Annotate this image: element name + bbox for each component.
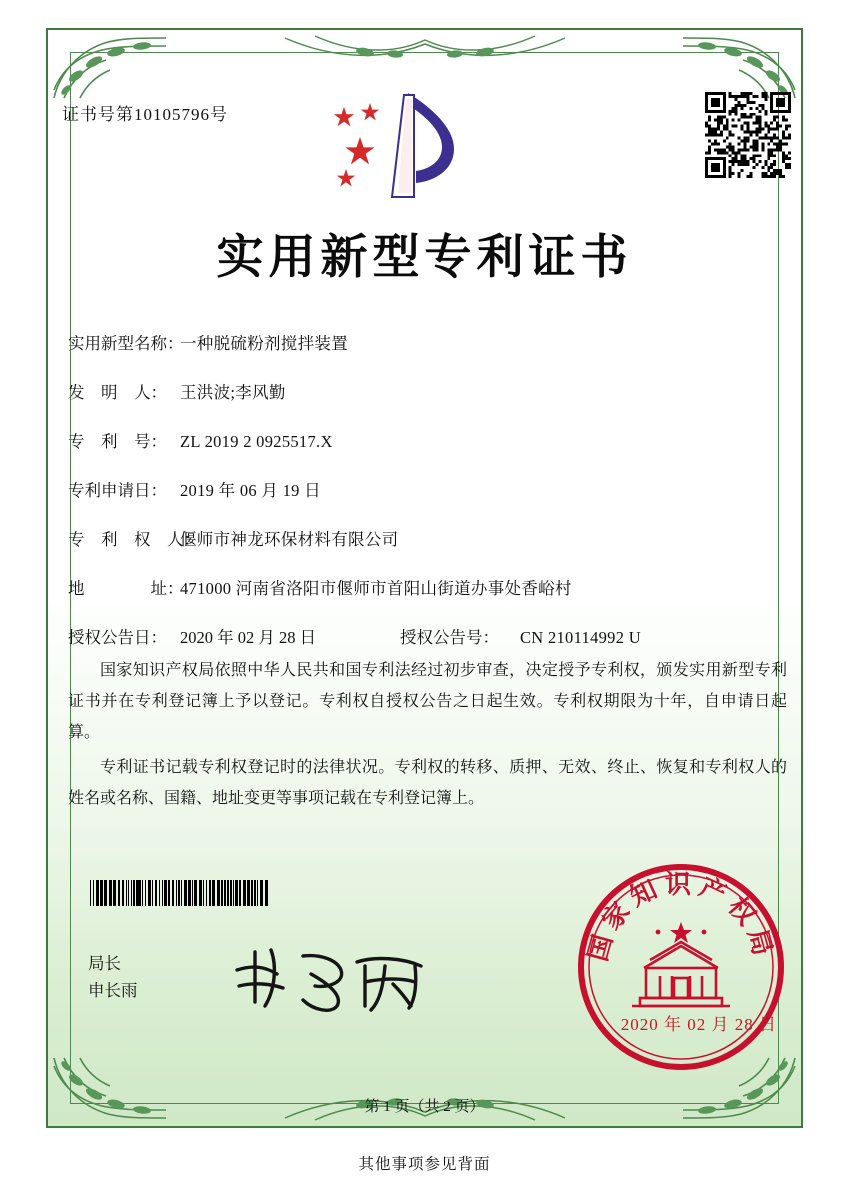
field-utility-model-name bbox=[68, 330, 789, 354]
paragraph-2: 专利证书记载专利权登记时的法律状况。专利权的转移、质押、无效、终止、恢复和专利权人的姓名或名称、国籍、地址变更等事项记载在专利登记簿上。 bbox=[68, 759, 787, 807]
grant-number-label: 授权公告号： bbox=[400, 628, 499, 647]
handwritten-signature bbox=[225, 940, 455, 1020]
field-patentee bbox=[68, 526, 789, 550]
certificate-number: 证书号第10105796号 bbox=[62, 105, 228, 124]
field-grant-row bbox=[68, 624, 789, 648]
field-value: 偃师市神龙环保材料有限公司 bbox=[180, 530, 399, 549]
cnipa-logo-icon bbox=[330, 85, 470, 205]
signature-role: 局长 bbox=[88, 954, 121, 973]
official-seal bbox=[574, 860, 789, 1075]
field-label: 实用新型名称： bbox=[68, 334, 184, 353]
body-text bbox=[68, 655, 787, 818]
field-value: 一种脱硫粉剂搅拌装置 bbox=[180, 334, 348, 353]
field-label: 专 利 号： bbox=[68, 432, 167, 451]
field-value: ZL 2019 2 0925517.X bbox=[180, 432, 333, 451]
field-label: 发 明 人： bbox=[68, 383, 167, 402]
field-label: 地 址： bbox=[68, 579, 184, 598]
seal-date: 2020 年 02 月 28 日 bbox=[620, 1015, 777, 1034]
top-center-ornament bbox=[275, 30, 575, 70]
field-application-date bbox=[68, 477, 789, 501]
barcode bbox=[90, 880, 270, 906]
signature-block bbox=[88, 950, 138, 1004]
page-title: 实用新型专利证书 bbox=[216, 230, 633, 285]
footer-note: 其他事项参见背面 bbox=[358, 1156, 491, 1173]
field-label: 专 利 权 人： bbox=[68, 530, 200, 549]
field-list bbox=[68, 330, 789, 670]
paragraph-1: 国家知识产权局依照中华人民共和国专利法经过初步审查，决定授予专利权，颁发实用新型专利证书并在专利登记簿上予以登记。专利权自授权公告之日起生效。专利权期限为十年，自申请日起算。 bbox=[68, 662, 787, 741]
signature-name: 申长雨 bbox=[88, 981, 138, 1000]
field-patent-number bbox=[68, 428, 789, 452]
field-inventor bbox=[68, 379, 789, 403]
field-value: 2019 年 06 月 19 日 bbox=[180, 481, 321, 500]
field-address bbox=[68, 575, 789, 599]
svg-text:国家知识产权局: 国家知识产权局 bbox=[583, 870, 779, 965]
grant-date-label: 授权公告日： bbox=[68, 628, 167, 647]
field-label: 专利申请日： bbox=[68, 481, 167, 500]
grant-number-value: CN 210114992 U bbox=[520, 628, 641, 647]
field-value: 471000 河南省洛阳市偃师市首阳山街道办事处香峪村 bbox=[180, 579, 572, 598]
field-value: 王洪波;李风勤 bbox=[180, 383, 286, 402]
qr-code bbox=[705, 92, 791, 178]
page-number: 第 1 页（共 2 页） bbox=[364, 1099, 485, 1115]
grant-date-value: 2020 年 02 月 28 日 bbox=[180, 628, 317, 647]
